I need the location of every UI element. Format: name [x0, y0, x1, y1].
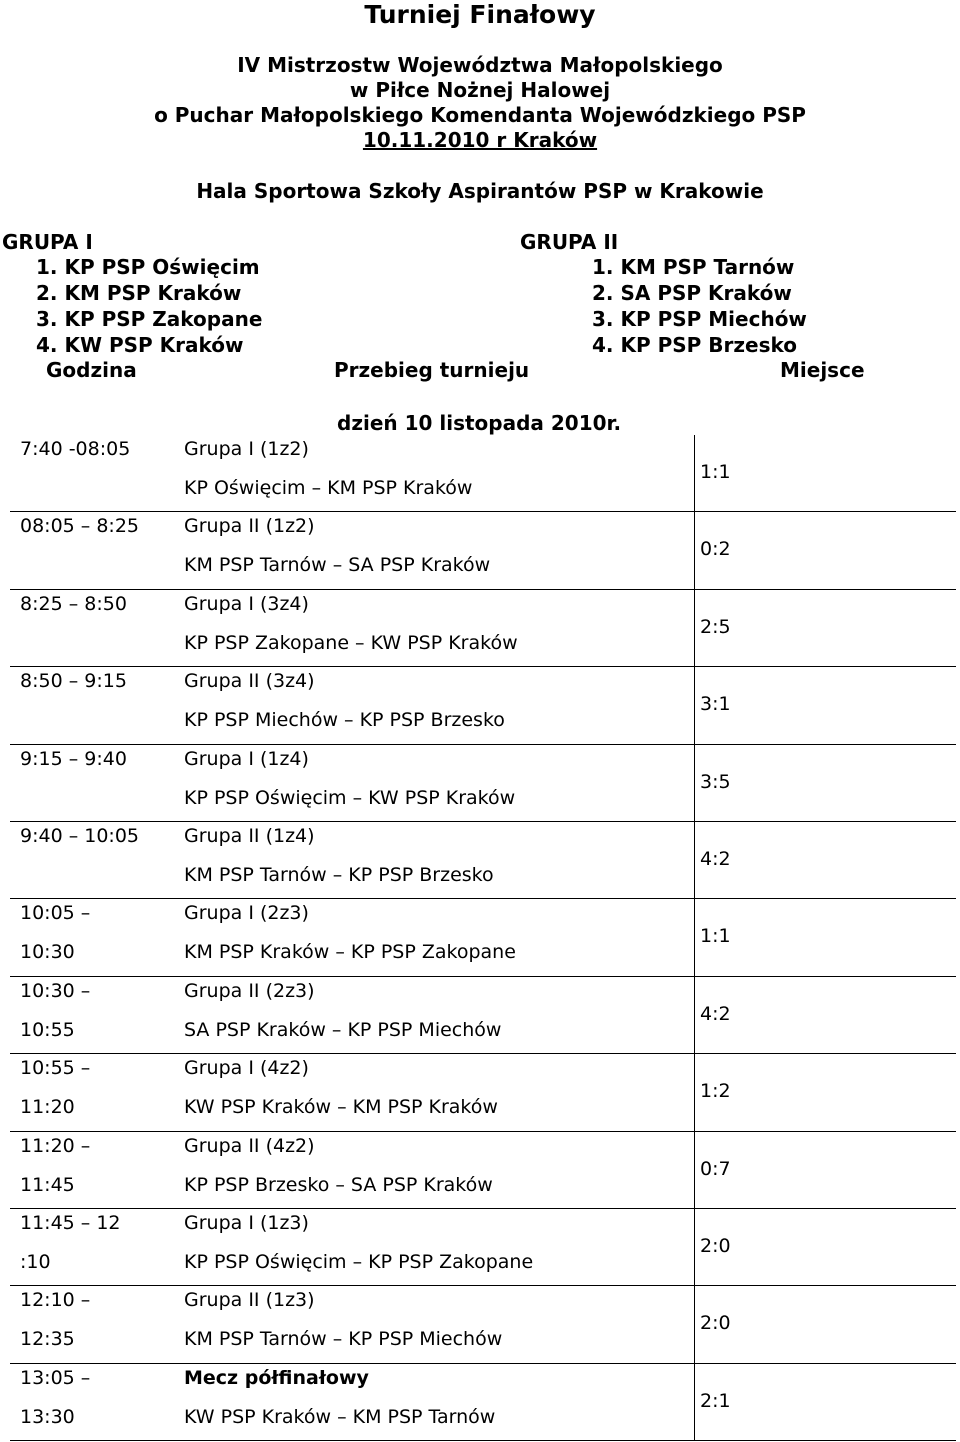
row-score: 2:0 [700, 1312, 731, 1335]
group-1-team: 2. KM PSP Kraków [36, 281, 242, 305]
row-time-end: 11:20 [20, 1096, 75, 1119]
row-group: Grupa II (4z2) [184, 1134, 315, 1157]
row-time-start: 9:15 – 9:40 [20, 747, 127, 770]
row-time-start: 12:10 – [20, 1289, 91, 1312]
column-divider [694, 1054, 695, 1131]
column-divider [694, 977, 695, 1054]
row-divider [10, 821, 956, 822]
row-group: Grupa II (1z4) [184, 825, 315, 847]
subtitle-line-1: IV Mistrzostw Województwa Małopolskiego [237, 53, 723, 77]
group-2-team: 1. KM PSP Tarnów [592, 255, 795, 279]
row-divider [10, 898, 956, 899]
row-score: 0:7 [700, 1157, 731, 1180]
column-divider [694, 512, 695, 589]
group-2-team: 3. KP PSP Miechów [592, 307, 807, 331]
row-time-start: 08:05 – 8:25 [20, 515, 140, 538]
row-group: Grupa II (2z3) [184, 979, 315, 1002]
row-match: KP PSP Zakopane – KW PSP Kraków [184, 631, 518, 654]
group-1-team: 1. KP PSP Oświęcim [36, 255, 260, 279]
row-divider [10, 744, 956, 745]
row-score: 1:1 [700, 461, 731, 483]
row-time-end: 13:30 [20, 1405, 75, 1428]
subtitle-line-3: o Puchar Małopolskiego Komendanta Wojewódzkiego PSP [154, 103, 806, 127]
row-divider [10, 1208, 956, 1209]
column-header-place: Miejsce [780, 358, 865, 382]
row-group: Grupa I (2z3) [184, 902, 309, 925]
page-title: Turniej Finałowy [364, 0, 596, 29]
row-divider [10, 1131, 956, 1132]
column-divider [694, 745, 695, 822]
column-divider [694, 667, 695, 744]
column-divider [694, 899, 695, 976]
row-match: KM PSP Tarnów – KP PSP Miechów [184, 1328, 503, 1351]
row-score: 2:0 [700, 1235, 731, 1257]
row-group: Grupa II (1z3) [184, 1289, 315, 1312]
row-score: 2:5 [700, 615, 731, 638]
row-score: 0:2 [700, 538, 731, 561]
row-score: 1:1 [700, 925, 731, 948]
row-match: KM PSP Kraków – KP PSP Zakopane [184, 941, 516, 964]
row-divider [10, 666, 956, 667]
group-2-title: GRUPA II [520, 230, 619, 254]
row-score: 3:1 [700, 693, 731, 716]
subtitle-line-2: w Piłce Nożnej Halowej [349, 78, 611, 102]
row-time-end: :10 [20, 1251, 51, 1273]
group-1-team: 4. KW PSP Kraków [36, 333, 244, 357]
row-divider [10, 589, 956, 590]
row-group: Grupa II (3z4) [184, 670, 315, 693]
row-time-start: 10:30 – [20, 979, 91, 1002]
row-time-end: 12:35 [20, 1328, 75, 1351]
row-divider [10, 976, 956, 977]
group-2-team: 4. KP PSP Brzesko [592, 333, 797, 357]
row-group: Grupa I (4z2) [184, 1057, 309, 1080]
row-time-start: 9:40 – 10:05 [20, 825, 140, 847]
row-match: KM PSP Tarnów – KP PSP Brzesko [184, 864, 494, 886]
row-score: 4:2 [700, 848, 731, 870]
row-match: KP PSP Oświęcim – KW PSP Kraków [184, 786, 516, 809]
row-match: KM PSP Tarnów – SA PSP Kraków [184, 554, 491, 577]
column-divider [694, 590, 695, 667]
row-time-start: 13:05 – [20, 1366, 91, 1389]
column-header-match: Przebieg turnieju [334, 358, 530, 382]
row-score: 2:1 [700, 1389, 731, 1412]
column-divider [694, 435, 695, 512]
row-time-start: 10:55 – [20, 1057, 91, 1080]
row-group: Grupa I (3z4) [184, 592, 309, 615]
row-time-end: 10:30 [20, 941, 75, 964]
row-time-start: 10:05 – [20, 902, 91, 925]
row-match: KP PSP Miechów – KP PSP Brzesko [184, 709, 505, 732]
day-label: dzień 10 listopada 2010r. [337, 411, 622, 435]
row-match: SA PSP Kraków – KP PSP Miechów [184, 1018, 502, 1041]
column-divider [694, 822, 695, 899]
row-match: KP Oświęcim – KM PSP Kraków [184, 477, 473, 499]
row-group: Grupa I (1z4) [184, 747, 309, 770]
row-time-start: 7:40 -08:05 [20, 438, 131, 460]
row-match: KP PSP Brzesko – SA PSP Kraków [184, 1173, 493, 1196]
row-group: Mecz półfinałowy [184, 1366, 369, 1389]
row-time-end: 10:55 [20, 1018, 75, 1041]
row-group: Grupa II (1z2) [184, 515, 315, 538]
row-score: 4:2 [700, 1002, 731, 1025]
row-group: Grupa I (1z3) [184, 1212, 309, 1234]
row-score: 1:2 [700, 1080, 731, 1103]
row-group: Grupa I (1z2) [184, 438, 309, 460]
row-time-end: 11:45 [20, 1173, 75, 1196]
column-divider [694, 1286, 695, 1363]
row-time-start: 11:20 – [20, 1134, 91, 1157]
row-time-start: 8:50 – 9:15 [20, 670, 127, 693]
row-divider [10, 1363, 956, 1364]
event-date: 10.11.2010 r Kraków [362, 128, 598, 152]
column-header-time: Godzina [46, 358, 137, 382]
row-score: 3:5 [700, 770, 731, 793]
row-divider [10, 1440, 956, 1441]
row-divider [10, 1053, 956, 1054]
group-1-team: 3. KP PSP Zakopane [36, 307, 263, 331]
column-divider [694, 1132, 695, 1209]
row-divider [10, 511, 956, 512]
venue: Hala Sportowa Szkoły Aspirantów PSP w Krakowie [196, 179, 764, 203]
row-match: KW PSP Kraków – KM PSP Tarnów [184, 1405, 496, 1428]
row-divider [10, 1285, 956, 1286]
group-1-title: GRUPA I [2, 230, 93, 254]
row-time-start: 8:25 – 8:50 [20, 592, 127, 615]
row-match: KW PSP Kraków – KM PSP Kraków [184, 1096, 498, 1119]
column-divider [694, 1209, 695, 1286]
row-match: KP PSP Oświęcim – KP PSP Zakopane [184, 1251, 534, 1273]
row-time-start: 11:45 – 12 [20, 1212, 121, 1234]
column-divider [694, 1364, 695, 1441]
group-2-team: 2. SA PSP Kraków [592, 281, 792, 305]
